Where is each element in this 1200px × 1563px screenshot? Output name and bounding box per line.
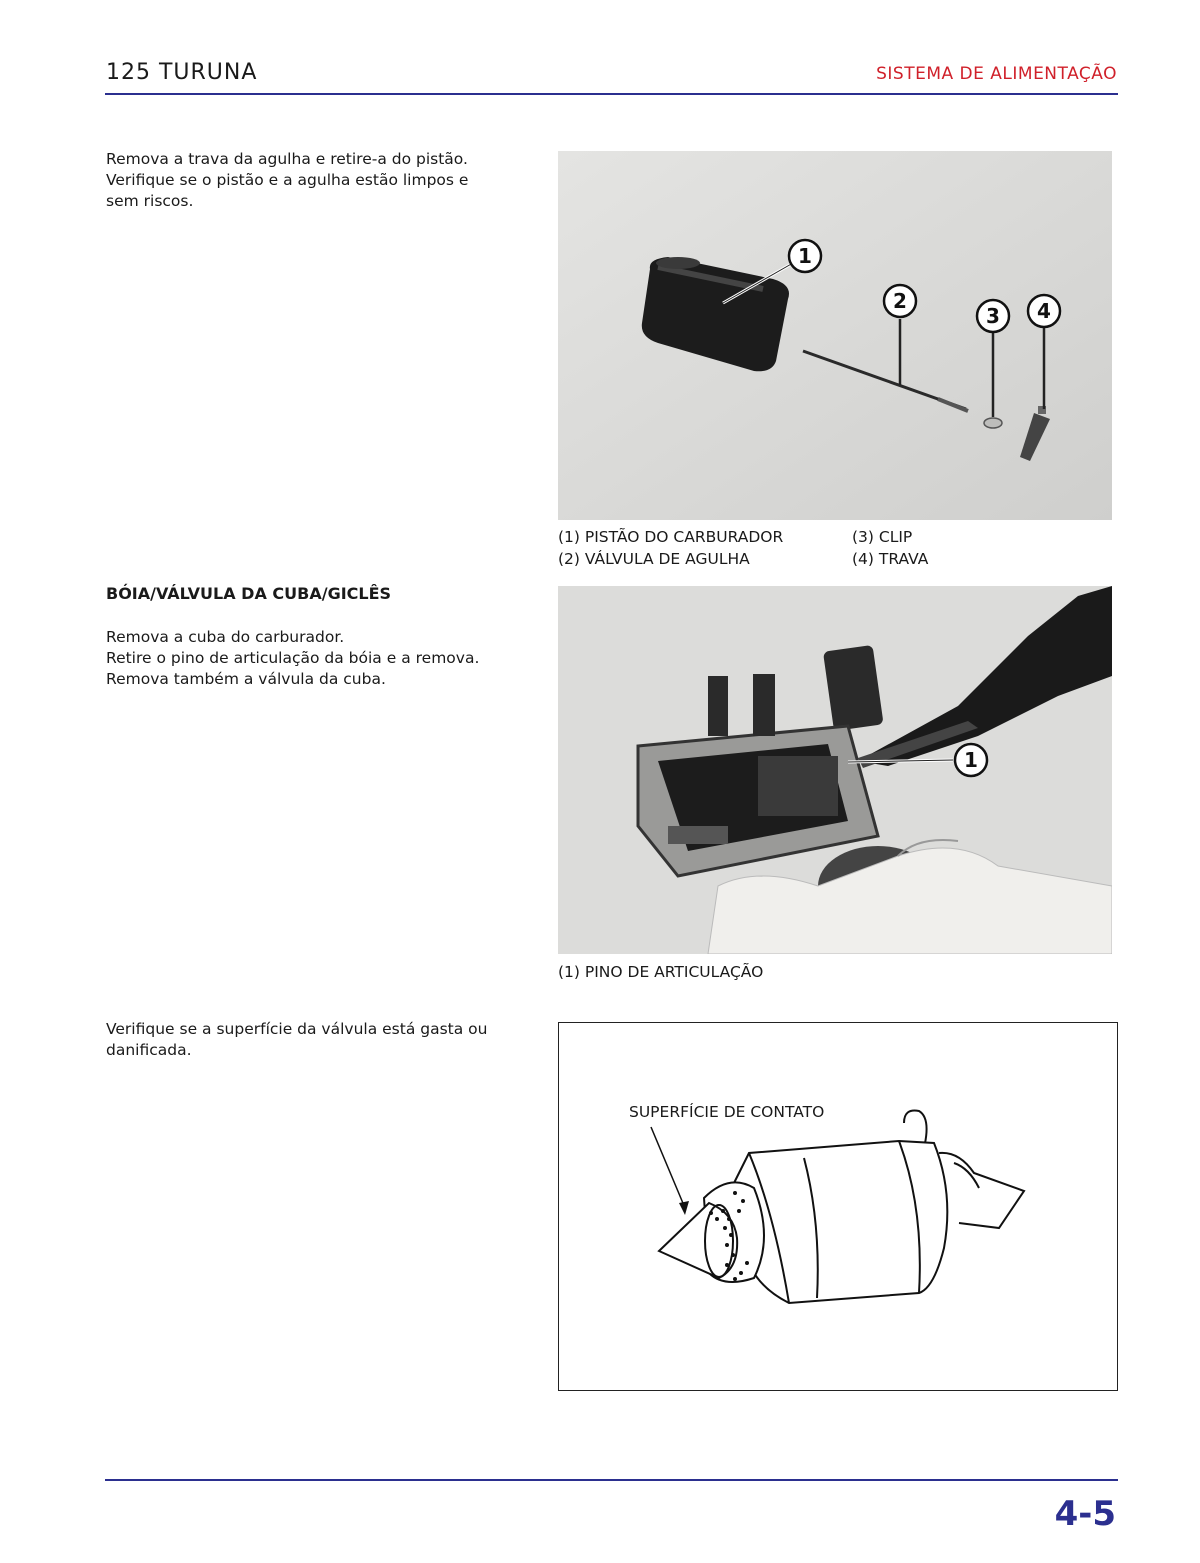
instruction-text-1 xyxy=(106,149,468,212)
callout-3 xyxy=(977,300,1009,332)
callout-1 xyxy=(955,744,987,776)
text-line: Remova a cuba do carburador. xyxy=(106,628,345,646)
caption-needle-valve: (2) VÁLVULA DE AGULHA xyxy=(558,550,750,568)
svg-text:1: 1 xyxy=(964,748,978,772)
callout-4 xyxy=(1028,295,1060,327)
svg-text:3: 3 xyxy=(986,304,1000,328)
caption-lock: (4) TRAVA xyxy=(852,550,929,568)
header-rule xyxy=(105,93,1118,95)
text-line: Verifique se a superfície da válvula está gasta ou xyxy=(106,1020,488,1038)
svg-text:2: 2 xyxy=(893,289,907,313)
valve-drawing xyxy=(659,1111,1024,1304)
footer-rule xyxy=(105,1479,1118,1481)
caption-pivot-pin: (1) PINO DE ARTICULAÇÃO xyxy=(558,963,764,981)
svg-text:1: 1 xyxy=(798,244,812,268)
manual-title: 125 TURUNA xyxy=(106,60,258,85)
figure-float-valve xyxy=(558,1022,1118,1391)
contact-surface-label: SUPERFÍCIE DE CONTATO xyxy=(629,1103,825,1121)
instruction-text-2 xyxy=(106,627,479,690)
photo-piston-needle xyxy=(558,151,1112,520)
text-line: danificada. xyxy=(106,1041,192,1059)
section-heading: BÓIA/VÁLVULA DA CUBA/GICLÊS xyxy=(106,584,392,603)
svg-text:4: 4 xyxy=(1037,299,1051,323)
section-title: SISTEMA DE ALIMENTAÇÃO xyxy=(876,64,1117,84)
text-line: Retire o pino de articulação da bóia e a remova. xyxy=(106,649,480,667)
text-line: Verifique se o pistão e a agulha estão limpos e xyxy=(106,171,469,189)
caption-clip: (3) CLIP xyxy=(852,528,913,546)
clip-shape xyxy=(984,418,1002,428)
callout-2 xyxy=(884,285,916,317)
text-line: Remova a trava da agulha e retire-a do pistão. xyxy=(106,150,468,168)
caption-piston: (1) PISTÃO DO CARBURADOR xyxy=(558,528,784,546)
page-number: 4-5 xyxy=(1054,1494,1116,1534)
instruction-text-3 xyxy=(106,1019,487,1061)
text-line: Remova também a válvula da cuba. xyxy=(106,670,386,688)
text-line: sem riscos. xyxy=(106,192,194,210)
callout-1 xyxy=(789,240,821,272)
photo-float-pin xyxy=(558,586,1112,954)
